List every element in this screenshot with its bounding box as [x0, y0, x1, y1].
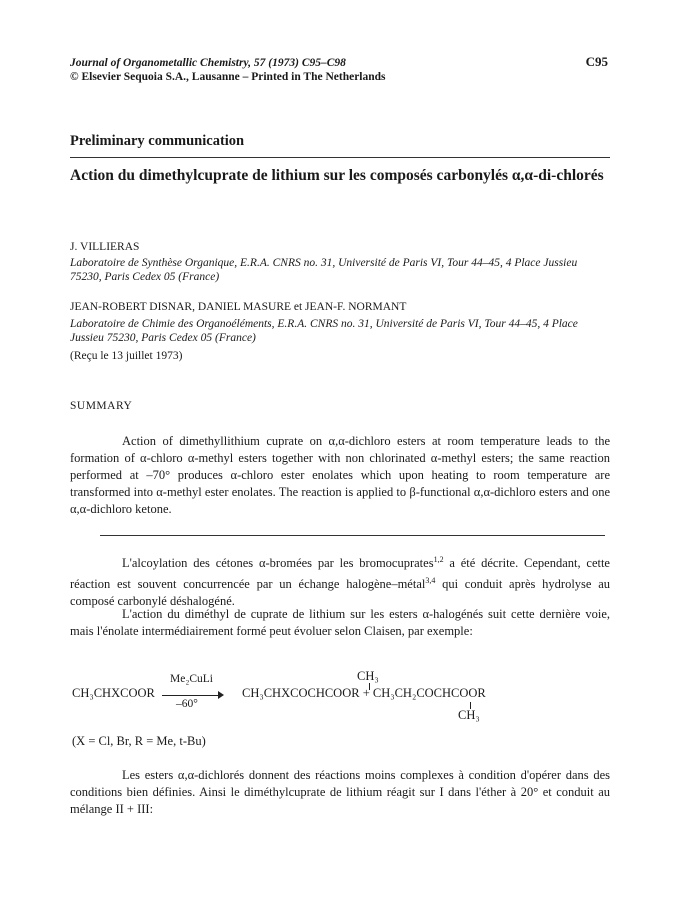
paragraph-1-part-c: qui conduit après hydrolyse au composé carbonylé déshalogéné.	[70, 577, 610, 609]
article-title: Action du dimethylcuprate de lithium sur les composés carbonylés α,α-di-chlorés	[70, 167, 604, 184]
paragraph-2: L'action du diméthyl de cuprate de lithium sur les esters α-halogénés suit cette dernière voie, mais l'énolate intermédiairement formé peut évoluer selon Claisen, par exemple:	[70, 607, 610, 638]
paragraph-1-part-b: a été décrite. Cependant, cette réaction est souvent concurrencée par un échange halogène–métal	[70, 556, 610, 592]
scheme-methyl-bottom: CH₃	[458, 708, 480, 722]
scheme-products: CH₃CHXCOCHCOOR + CH₃CH₂COCHCOOR	[242, 686, 486, 700]
reaction-arrowhead	[218, 691, 224, 699]
scheme-reactant: CH₃CHXCOOR	[72, 686, 155, 700]
publisher-line: © Elsevier Sequoia S.A., Lausanne – Printed in The Netherlands	[70, 71, 386, 83]
journal-citation: Journal of Organometallic Chemistry, 57 (1973) C95–C98	[70, 57, 346, 69]
paragraph-3: Les esters α,α-dichlorés donnent des réactions moins complexes à condition d'opérer dans des conditions bien définies. Ainsi le diméthylcuprate de lithium réagit sur I dans l'éther à 20° et conduit au mélange II + III:	[70, 768, 610, 816]
article-kind: Preliminary communication	[70, 133, 245, 149]
author-line-2: JEAN-ROBERT DISNAR, DANIEL MASURE et JEAN-F. NORMANT	[70, 301, 407, 313]
affiliation-1: Laboratoire de Synthèse Organique, E.R.A. CNRS no. 31, Université de Paris VI, Tour 44–45, 4 Place Jussieu 75230, Paris Cedex 05 (France)	[70, 257, 578, 283]
reaction-arrow	[162, 695, 222, 696]
title-rule	[70, 157, 610, 158]
scheme-reagent: Me₂CuLi	[170, 673, 213, 685]
reference-3-4: 3,4	[425, 576, 436, 586]
paragraph-1	[70, 551, 610, 610]
received-date: (Reçu le 13 juillet 1973)	[70, 350, 183, 362]
paragraph-1-part-a: L'alcoylation des cétones α-bromées par les bromocuprates	[122, 556, 434, 571]
summary-heading: SUMMARY	[70, 400, 133, 412]
journal-header	[70, 56, 386, 84]
summary-text: Action of dimethyllithium cuprate on α,α-dichloro esters at room temperature leads to the formation of α-chloro α-methyl esters together with non chlorinated α-methyl esters; the same reaction performed at –70° produces α-chloro ester enolates which upon heating to room temperature are transformed into α-methyl ester enolates. The reaction is applied to β-functional α,α-dichloro esters and one α,α-dichloro ketone.	[70, 434, 610, 516]
reference-1-2: 1,2	[433, 555, 444, 564]
scheme-conditions: (X = Cl, Br, R = Me, t-Bu)	[72, 734, 206, 748]
scheme-methyl-top: CH₃	[357, 669, 379, 683]
summary-rule	[100, 535, 605, 536]
scheme-temperature: –60°	[176, 698, 198, 710]
page-number: C95	[585, 54, 608, 69]
affiliation-2: Laboratoire de Chimie des Organoéléments, E.R.A. CNRS no. 31, Université de Paris VI, Tour 44–45, 4 Place Jussieu 75230, Paris Cedex 05 (France)	[70, 318, 578, 344]
author-line-1: J. VILLIERAS	[70, 241, 140, 253]
